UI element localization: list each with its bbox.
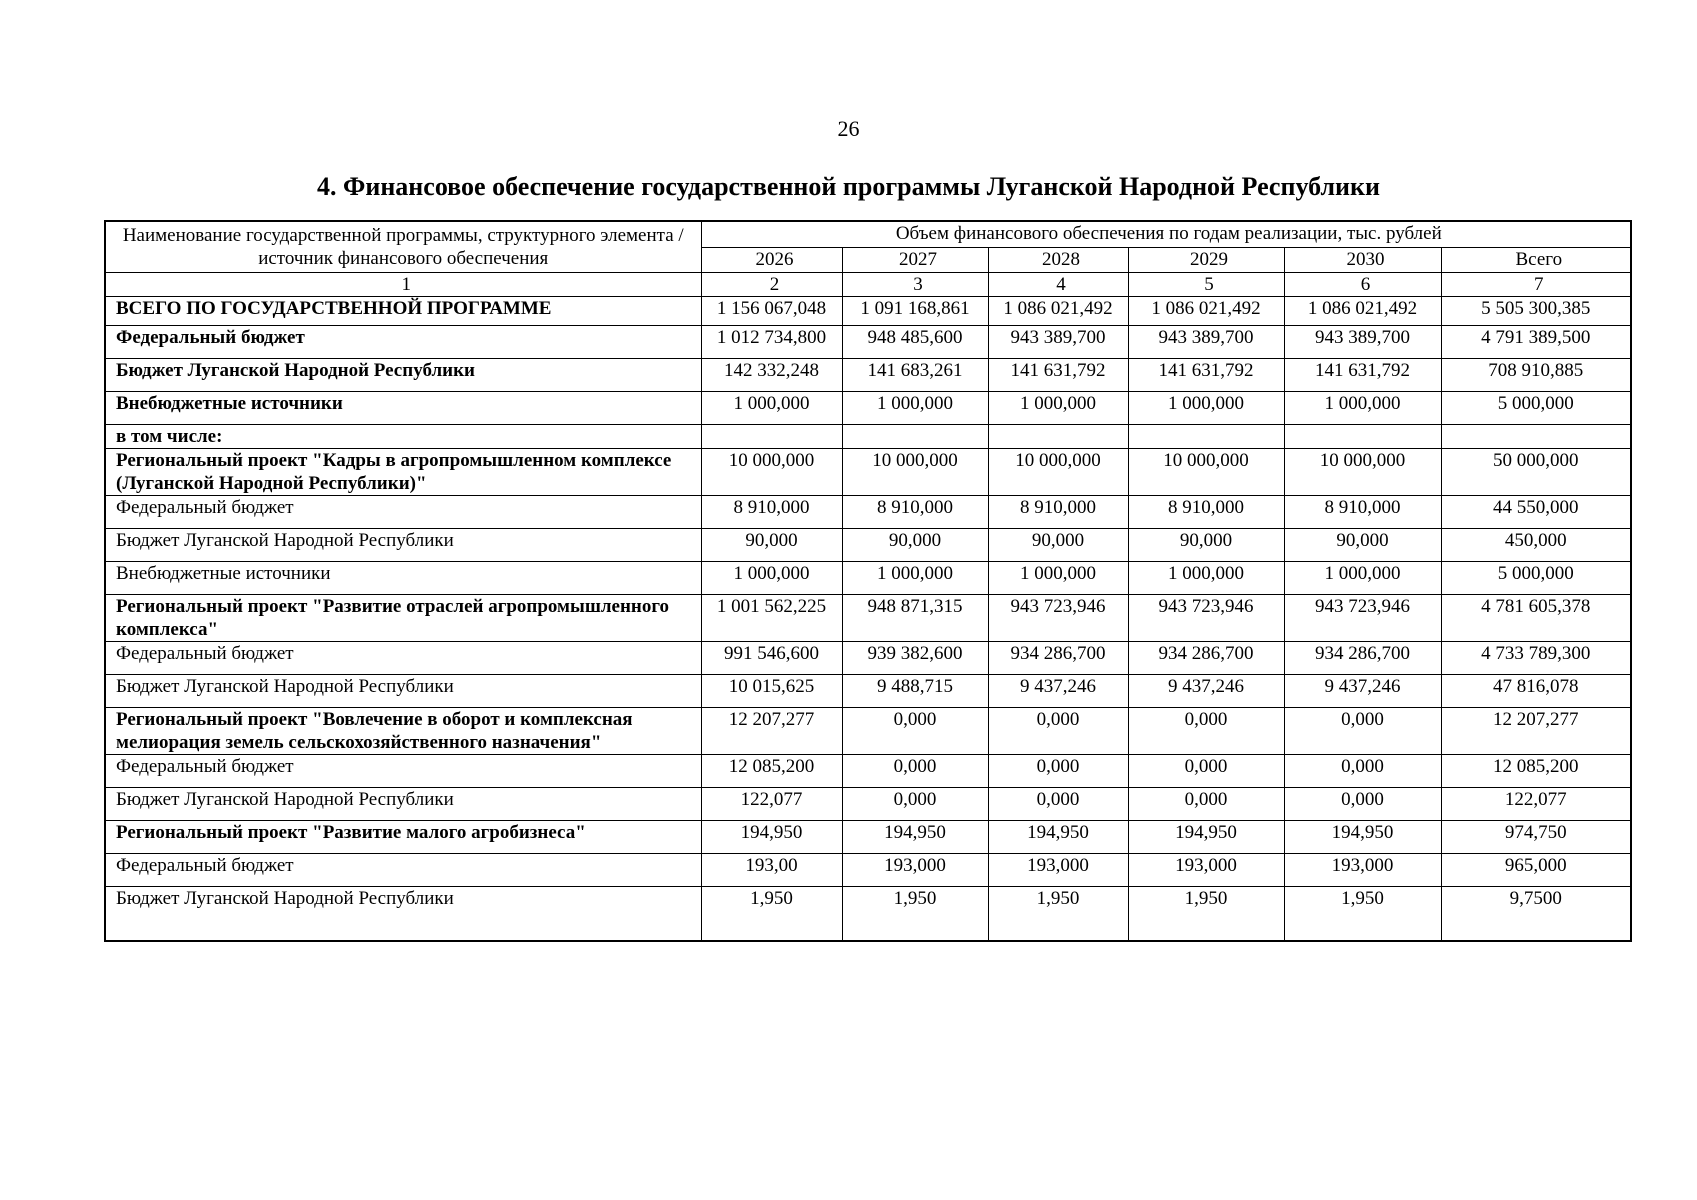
- row-name: Региональный проект "Развитие малого агробизнеса": [105, 821, 701, 854]
- row-year-value: 12 207,277: [701, 708, 842, 755]
- row-year-value: 943 389,700: [988, 326, 1128, 359]
- row-year-value: 1 000,000: [842, 392, 988, 425]
- row-total-value: 4 781 605,378: [1441, 595, 1631, 642]
- row-year-value: 8 910,000: [1128, 496, 1284, 529]
- table-row: [105, 496, 1631, 529]
- row-total-value: [1441, 425, 1631, 449]
- table-row: [105, 642, 1631, 675]
- row-year-value: 8 910,000: [1284, 496, 1441, 529]
- row-total-value: 708 910,885: [1441, 359, 1631, 392]
- row-name: Бюджет Луганской Народной Республики: [105, 887, 701, 942]
- row-year-value: 142 332,248: [701, 359, 842, 392]
- row-year-value: 934 286,700: [1284, 642, 1441, 675]
- row-year-value: 9 437,246: [1128, 675, 1284, 708]
- row-name: Бюджет Луганской Народной Республики: [105, 359, 701, 392]
- year-header: 2030: [1284, 247, 1441, 273]
- row-year-value: 90,000: [842, 529, 988, 562]
- row-total-value: 47 816,078: [1441, 675, 1631, 708]
- row-year-value: 193,000: [988, 854, 1128, 887]
- table-row: [105, 529, 1631, 562]
- row-year-value: 1 000,000: [988, 562, 1128, 595]
- row-total-value: 5 505 300,385: [1441, 297, 1631, 326]
- row-year-value: 10 000,000: [988, 449, 1128, 496]
- row-year-value: 1 000,000: [701, 392, 842, 425]
- row-year-value: 9 488,715: [842, 675, 988, 708]
- row-year-value: 1,950: [988, 887, 1128, 942]
- row-year-value: 939 382,600: [842, 642, 988, 675]
- column-number: 1: [105, 273, 701, 297]
- row-name: Бюджет Луганской Народной Республики: [105, 529, 701, 562]
- row-year-value: [1128, 425, 1284, 449]
- year-header: 2028: [988, 247, 1128, 273]
- row-year-value: 991 546,600: [701, 642, 842, 675]
- column-number: 7: [1441, 273, 1631, 297]
- row-year-value: 1 086 021,492: [988, 297, 1128, 326]
- table-row: [105, 449, 1631, 496]
- row-year-value: 1,950: [701, 887, 842, 942]
- row-year-value: 943 723,946: [1128, 595, 1284, 642]
- column-number: 6: [1284, 273, 1441, 297]
- row-year-value: 1 086 021,492: [1284, 297, 1441, 326]
- page-title: 4. Финансовое обеспечение государственной программы Луганской Народной Республики: [317, 172, 1380, 201]
- row-year-value: 10 000,000: [701, 449, 842, 496]
- row-year-value: 943 723,946: [1284, 595, 1441, 642]
- row-name: в том числе:: [105, 425, 701, 449]
- volume-header: Объем финансового обеспечения по годам реализации, тыс. рублей: [701, 221, 1631, 247]
- row-name: Федеральный бюджет: [105, 755, 701, 788]
- row-year-value: 0,000: [1284, 708, 1441, 755]
- row-total-value: 44 550,000: [1441, 496, 1631, 529]
- row-year-value: 1,950: [842, 887, 988, 942]
- row-name: Федеральный бюджет: [105, 496, 701, 529]
- table-row: [105, 595, 1631, 642]
- row-year-value: 141 631,792: [1128, 359, 1284, 392]
- row-year-value: [701, 425, 842, 449]
- table-row: [105, 755, 1631, 788]
- row-year-value: 9 437,246: [988, 675, 1128, 708]
- row-year-value: 8 910,000: [842, 496, 988, 529]
- row-year-value: 90,000: [701, 529, 842, 562]
- row-name: Внебюджетные источники: [105, 392, 701, 425]
- row-year-value: 943 389,700: [1284, 326, 1441, 359]
- table-row: [105, 392, 1631, 425]
- row-year-value: 194,950: [1284, 821, 1441, 854]
- row-year-value: [988, 425, 1128, 449]
- table-row: [105, 788, 1631, 821]
- table-row: [105, 359, 1631, 392]
- row-year-value: 1 000,000: [701, 562, 842, 595]
- name-column-header: Наименование государственной программы, структурного элемента / источник финансового обеспечения: [105, 221, 701, 273]
- row-name: ВСЕГО ПО ГОСУДАРСТВЕННОЙ ПРОГРАММЕ: [105, 297, 701, 326]
- row-year-value: 1,950: [1128, 887, 1284, 942]
- row-year-value: 122,077: [701, 788, 842, 821]
- table-row: [105, 425, 1631, 449]
- row-name: Федеральный бюджет: [105, 642, 701, 675]
- row-total-value: 4 733 789,300: [1441, 642, 1631, 675]
- row-name: Бюджет Луганской Народной Республики: [105, 788, 701, 821]
- row-year-value: 0,000: [988, 708, 1128, 755]
- row-year-value: 141 683,261: [842, 359, 988, 392]
- row-year-value: 194,950: [701, 821, 842, 854]
- row-year-value: 0,000: [1128, 788, 1284, 821]
- row-year-value: 10 000,000: [1128, 449, 1284, 496]
- row-year-value: 193,000: [1284, 854, 1441, 887]
- row-year-value: 8 910,000: [988, 496, 1128, 529]
- table-row: [105, 854, 1631, 887]
- row-year-value: 9 437,246: [1284, 675, 1441, 708]
- row-year-value: 0,000: [988, 788, 1128, 821]
- year-header: 2026: [701, 247, 842, 273]
- year-header: 2029: [1128, 247, 1284, 273]
- row-total-value: 5 000,000: [1441, 392, 1631, 425]
- column-number: 5: [1128, 273, 1284, 297]
- row-year-value: [1284, 425, 1441, 449]
- row-total-value: 965,000: [1441, 854, 1631, 887]
- row-year-value: 1 000,000: [1128, 392, 1284, 425]
- row-year-value: 1 000,000: [842, 562, 988, 595]
- row-year-value: 0,000: [1284, 788, 1441, 821]
- financing-table: [104, 220, 1632, 942]
- table-row: [105, 821, 1631, 854]
- row-year-value: 1 000,000: [1284, 392, 1441, 425]
- row-year-value: 943 389,700: [1128, 326, 1284, 359]
- row-year-value: 0,000: [842, 708, 988, 755]
- row-year-value: 1,950: [1284, 887, 1441, 942]
- row-year-value: 1 000,000: [1284, 562, 1441, 595]
- row-year-value: 194,950: [1128, 821, 1284, 854]
- row-year-value: 12 085,200: [701, 755, 842, 788]
- page-number: 26: [837, 116, 860, 141]
- row-year-value: 0,000: [842, 755, 988, 788]
- row-name: Региональный проект "Кадры в агропромышленном комплексе (Луганской Народной Республики)": [105, 449, 701, 496]
- row-year-value: 90,000: [1128, 529, 1284, 562]
- row-year-value: 0,000: [988, 755, 1128, 788]
- column-number: 4: [988, 273, 1128, 297]
- row-year-value: 934 286,700: [988, 642, 1128, 675]
- row-year-value: 1 001 562,225: [701, 595, 842, 642]
- table-row: [105, 326, 1631, 359]
- row-year-value: 193,000: [1128, 854, 1284, 887]
- row-year-value: 0,000: [842, 788, 988, 821]
- row-total-value: 9,7500: [1441, 887, 1631, 942]
- row-year-value: 948 871,315: [842, 595, 988, 642]
- row-total-value: 5 000,000: [1441, 562, 1631, 595]
- row-year-value: 10 000,000: [842, 449, 988, 496]
- row-year-value: 141 631,792: [988, 359, 1128, 392]
- column-number: 3: [842, 273, 988, 297]
- row-name: Федеральный бюджет: [105, 326, 701, 359]
- row-total-value: 4 791 389,500: [1441, 326, 1631, 359]
- row-year-value: 1 012 734,800: [701, 326, 842, 359]
- row-year-value: 194,950: [842, 821, 988, 854]
- row-total-value: 450,000: [1441, 529, 1631, 562]
- row-name: Региональный проект "Развитие отраслей агропромышленного комплекса": [105, 595, 701, 642]
- row-year-value: 8 910,000: [701, 496, 842, 529]
- row-year-value: 193,00: [701, 854, 842, 887]
- row-total-value: 12 085,200: [1441, 755, 1631, 788]
- row-year-value: 10 015,625: [701, 675, 842, 708]
- row-year-value: 90,000: [988, 529, 1128, 562]
- row-year-value: [842, 425, 988, 449]
- row-year-value: 1 000,000: [1128, 562, 1284, 595]
- row-total-value: 12 207,277: [1441, 708, 1631, 755]
- table-row: [105, 562, 1631, 595]
- year-header: 2027: [842, 247, 988, 273]
- row-year-value: 0,000: [1284, 755, 1441, 788]
- row-name: Внебюджетные источники: [105, 562, 701, 595]
- row-total-value: 974,750: [1441, 821, 1631, 854]
- row-year-value: 10 000,000: [1284, 449, 1441, 496]
- row-year-value: 194,950: [988, 821, 1128, 854]
- row-year-value: 193,000: [842, 854, 988, 887]
- table-row: [105, 675, 1631, 708]
- total-header: Всего: [1441, 247, 1631, 273]
- row-year-value: 1 000,000: [988, 392, 1128, 425]
- row-name: Региональный проект "Вовлечение в оборот и комплексная мелиорация земель сельскохозяйственного назначения": [105, 708, 701, 755]
- table-row: [105, 297, 1631, 326]
- row-name: Бюджет Луганской Народной Республики: [105, 675, 701, 708]
- row-year-value: 1 091 168,861: [842, 297, 988, 326]
- row-year-value: 90,000: [1284, 529, 1441, 562]
- table-row: [105, 887, 1631, 942]
- table-row: [105, 708, 1631, 755]
- row-year-value: 1 156 067,048: [701, 297, 842, 326]
- row-year-value: 1 086 021,492: [1128, 297, 1284, 326]
- row-year-value: 948 485,600: [842, 326, 988, 359]
- row-name: Федеральный бюджет: [105, 854, 701, 887]
- row-year-value: 0,000: [1128, 708, 1284, 755]
- row-year-value: 943 723,946: [988, 595, 1128, 642]
- row-year-value: 0,000: [1128, 755, 1284, 788]
- row-year-value: 934 286,700: [1128, 642, 1284, 675]
- row-total-value: 122,077: [1441, 788, 1631, 821]
- column-number: 2: [701, 273, 842, 297]
- row-total-value: 50 000,000: [1441, 449, 1631, 496]
- row-year-value: 141 631,792: [1284, 359, 1441, 392]
